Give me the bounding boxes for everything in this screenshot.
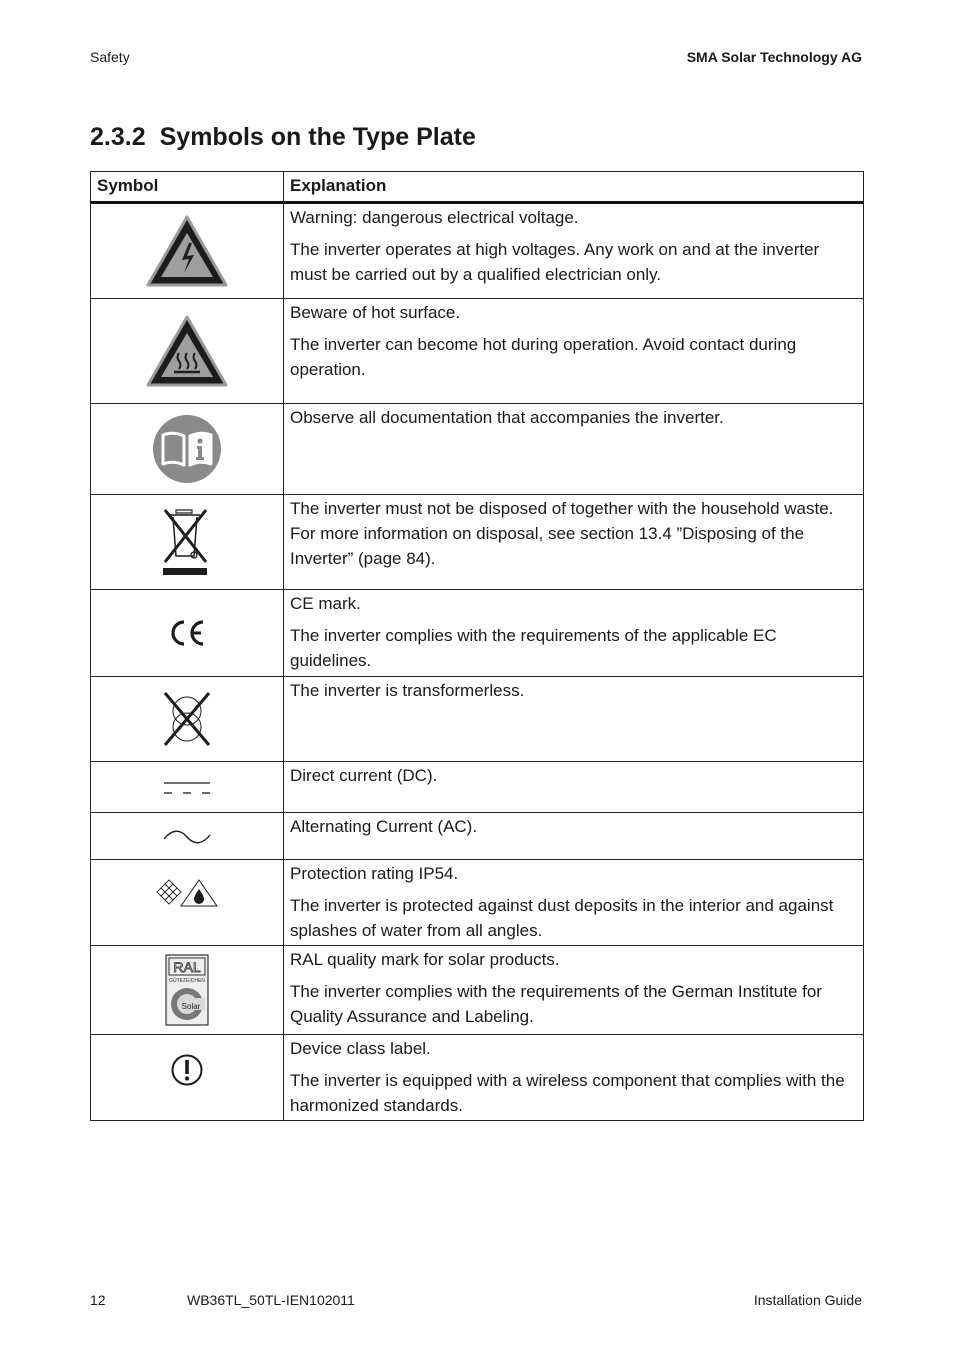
column-header-symbol: Symbol [91,172,284,203]
symbol-cell [91,299,284,404]
explanation-text: Direct current (DC). [290,766,438,785]
footer-page-number: 12 [90,1292,106,1308]
symbol-cell [91,813,284,860]
table-row [91,946,864,1035]
ce-mark-icon [167,622,207,641]
symbol-cell [91,1035,284,1121]
symbol-cell [91,860,284,946]
explanation-cell [284,299,864,404]
explanation-cell [284,495,864,590]
symbol-cell [91,203,284,299]
symbol-cell [91,404,284,495]
table-row [91,203,864,299]
explanation-text: The inverter must not be disposed of together with the household waste. For more information on disposal, see section 13.4 ”Disposing of the Inverter” (page 84). [290,499,834,568]
explanation-cell [284,813,864,860]
explanation-cell [284,203,864,299]
running-header-section: Safety [90,49,130,65]
transformerless-icon [161,708,213,727]
table-row [91,299,864,404]
explanation-text: Alternating Current (AC). [290,817,478,836]
explanation-cell [284,404,864,495]
explanation-cell [284,1035,864,1121]
explanation-cell [284,590,864,677]
high-voltage-warning-icon [144,240,230,259]
explanation-title: Warning: dangerous electrical voltage. [290,208,579,227]
section-number: 2.3.2 [90,123,146,151]
explanation-title: RAL quality mark for solar products. [290,950,560,969]
direct-current-icon [162,778,212,797]
symbols-table [90,171,864,1121]
symbol-cell [91,946,284,1035]
explanation-cell [284,762,864,813]
ral-logo-text: RAL [173,959,201,975]
table-row [91,1035,864,1121]
symbol-cell [91,762,284,813]
explanation-text: Observe all documentation that accompanies the inverter. [290,408,724,427]
ral-solar-text: Solar [181,1002,201,1011]
column-header-explanation: Explanation [284,172,864,203]
ip54-protection-icon [155,882,219,901]
table-row [91,590,864,677]
explanation-text: The inverter is protected against dust deposits in the interior and against splashes of water from all angles. [290,896,834,940]
section-heading [90,123,476,152]
table-row [91,762,864,813]
explanation-text: The inverter is equipped with a wireless component that complies with the harmonized standards. [290,1071,845,1115]
symbol-cell [91,495,284,590]
explanation-text: The inverter complies with the requirements of the applicable EC guidelines. [290,626,777,670]
running-header-company: SMA Solar Technology AG [686,49,862,65]
explanation-cell [284,946,864,1035]
documentation-icon [151,438,223,457]
symbol-cell [91,677,284,762]
explanation-cell [284,677,864,762]
weee-crossed-bin-icon [162,531,212,550]
explanation-cell [284,860,864,946]
ral-quality-mark-icon [165,959,209,1011]
table-row [91,813,864,860]
explanation-title: Device class label. [290,1039,431,1058]
alternating-current-icon [162,827,212,846]
table-row [91,860,864,946]
hot-surface-warning-icon [144,340,230,359]
table-row [91,404,864,495]
explanation-text: The inverter is transformerless. [290,681,525,700]
device-class-alert-icon [170,1059,204,1078]
explanation-title: Beware of hot surface. [290,303,461,322]
explanation-title: CE mark. [290,594,361,613]
symbol-cell [91,590,284,677]
explanation-title: Protection rating IP54. [290,864,459,883]
section-title: Symbols on the Type Plate [159,123,476,151]
table-row [91,677,864,762]
ral-subtitle-text: GÜTEZEICHEN [169,978,205,984]
explanation-text: The inverter can become hot during operation. Avoid contact during operation. [290,335,797,379]
footer-document-id: WB36TL_50TL-IEN102011 [187,1292,355,1308]
table-header-row [91,172,864,203]
explanation-text: The inverter operates at high voltages. Any work on and at the inverter must be carried out by a qualified electrician only. [290,240,820,284]
table-row [91,495,864,590]
footer-guide-title: Installation Guide [753,1292,862,1308]
explanation-text: The inverter complies with the requirements of the German Institute for Quality Assurance and Labeling. [290,982,822,1026]
